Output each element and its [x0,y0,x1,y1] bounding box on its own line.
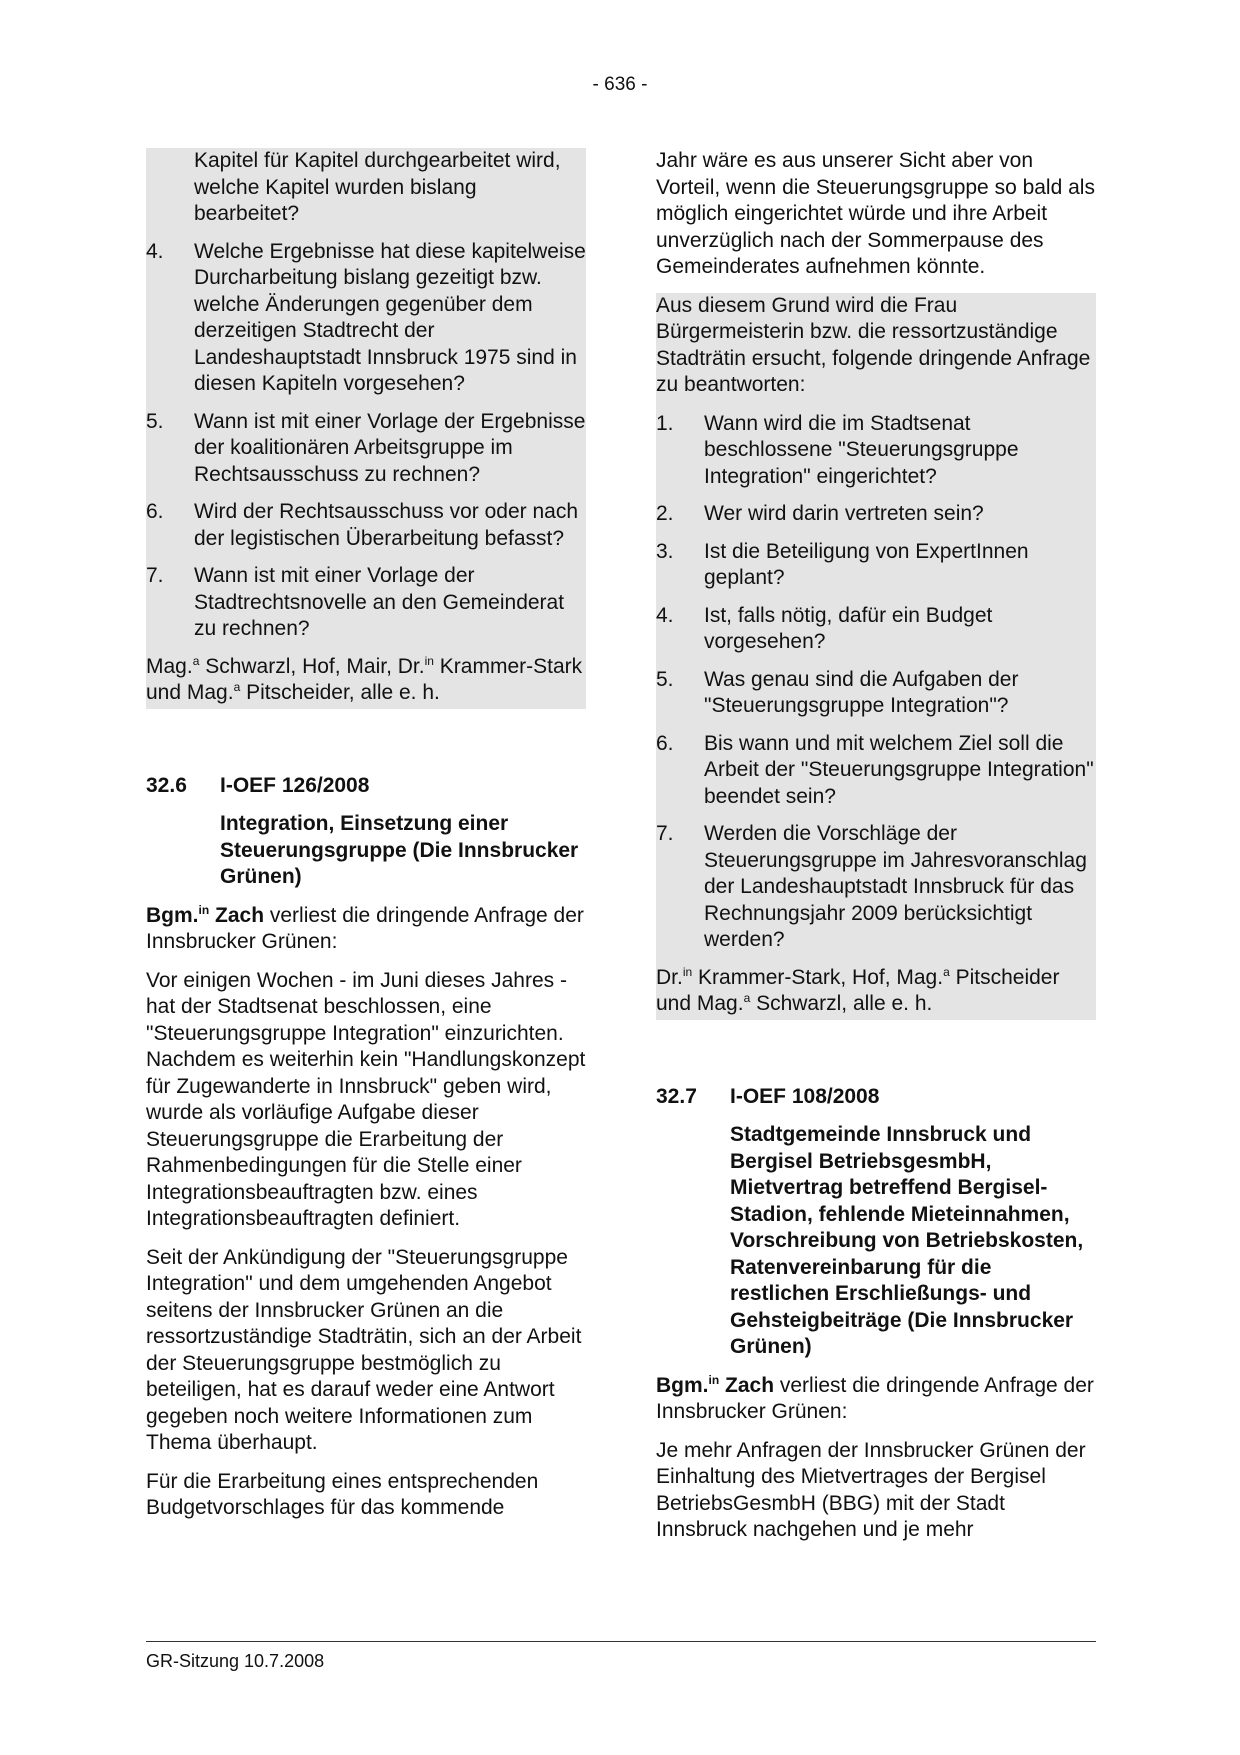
body-paragraph: Für die Erarbeitung eines entsprechenden Budgetvorschlages für das kommende [146,1469,539,1519]
section-number: 32.6 [146,773,187,797]
item-number: 7. [656,822,674,845]
question-continuation: Kapitel für Kapitel durchgearbeitet wird, welche Kapitel wurden bislang bearbeitet? [194,149,561,225]
section-number: 32.7 [656,1084,697,1108]
item-text: Wann wird die im Stadtsenat beschlossene "Steuerungsgruppe Integration" eingerichtet? [704,411,1019,488]
reader-line: Bgm.$^{in}$ Zach verliest die dringende Anfrage der Innsbrucker Grünen: [656,1372,1094,1423]
list-item [656,539,1096,592]
item-number: 5. [146,409,164,433]
item-number: 7. [146,564,164,587]
item-number: 2. [656,502,674,525]
body-paragraph: Seit der Ankündigung der "Steuerungsgruppe Integration" und dem umgehenden Angebot seitens der Innsbrucker Grünen an die ressortzuständige Stadträtin, sich an der Arbeit der Steuerungsgruppe bestmöglich zu beteiligen, hat es darauf weder eine Antwort gegeben noch weitere Informationen zum Thema überhaupt. [146,1245,582,1454]
item-number: 6. [146,500,164,523]
list-item [656,603,1096,656]
quoted-question-block [146,148,586,709]
question-list [146,239,586,643]
list-item [146,563,586,643]
item-number: 6. [656,731,674,755]
section-code: I-OEF 108/2008 [730,1084,880,1108]
footer-divider [146,1641,1096,1642]
list-item [146,499,586,552]
signatories: Mag.$^a$ Schwarzl, Hof, Mair, Dr.$^{in}$ Krammer-Stark und Mag.$^a$ Pitscheider, alle e. h. [146,653,583,704]
body-paragraph: Jahr wäre es aus unserer Sicht aber von Vorteil, wenn die Steuerungsgruppe so bald als möglich eingerichtet würde und ihre Arbeit unverzüglich nach der Sommerpause des Gemeinderates aufnehmen könnte. [656,149,1095,278]
item-text: Ist die Beteiligung von ExpertInnen geplant? [704,539,1029,589]
list-item [146,239,586,398]
section-title: Stadtgemeinde Innsbruck und Bergisel BetriebsgesmbH, Mietvertrag betreffend Bergisel-Stadion, fehlende Mieteinnahmen, Vorschreibung von Betriebskosten, Ratenvereinbarung für die restlichen Erschließungs- und Gehsteigbeiträge (Die Innsbrucker Grünen) [730,1123,1084,1358]
list-item [656,821,1096,954]
left-column [146,148,586,1534]
item-text: Bis wann und mit welchem Ziel soll die Arbeit der "Steuerungsgruppe Integration" beendet sein? [704,731,1094,808]
section-heading [146,773,586,800]
item-number: 4. [146,239,164,263]
list-item [146,409,586,489]
item-text: Werden die Vorschläge der Steuerungsgruppe im Jahresvoranschlag der Landeshauptstadt Innsbruck für das Rechnungsjahr 2009 berücksichtigt werden? [704,822,1087,951]
body-paragraph: Vor einigen Wochen - im Juni dieses Jahres - hat der Stadtsenat beschlossen, eine "Steuerungsgruppe Integration" einzurichten. Nachdem es weiterhin kein "Handlungskonzept für Zugewanderte in Innsbruck" geben wird, wurde als vorläufige Aufgabe dieser Steuerungsgruppe die Erarbeitung der Rahmenbedingungen für die Stelle einer Integrationsbeauftragten bzw. eines Integrationsbeauftragten definiert. [146,968,586,1230]
footer-text: GR-Sitzung 10.7.2008 [146,1651,325,1671]
list-item [656,731,1096,811]
item-text: Wer wird darin vertreten sein? [704,502,984,525]
item-number: 4. [656,603,674,627]
section-code: I-OEF 126/2008 [220,773,370,797]
item-number: 3. [656,539,674,563]
item-text: Wann ist mit einer Vorlage der Stadtrechtsnovelle an den Gemeinderat zu rechnen? [194,564,565,640]
item-text: Welche Ergebnisse hat diese kapitelweise Durcharbeitung bislang gezeitigt bzw. welche Änderungen gegenüber dem derzeitigen Stadtrecht der Landeshauptstadt Innsbruck 1975 sind in diesen Kapiteln vorgesehen? [194,239,586,395]
item-text: Ist, falls nötig, dafür ein Budget vorgesehen? [704,603,993,653]
right-column [656,148,1096,1556]
question-list [656,411,1096,954]
quoted-question-block [656,293,1096,1020]
section-heading [656,1084,1096,1111]
section-title: Integration, Einsetzung einer Steuerungsgruppe (Die Innsbrucker Grünen) [220,812,579,888]
request-paragraph: Aus diesem Grund wird die Frau Bürgermeisterin bzw. die ressortzuständige Stadträtin ersucht, folgende dringende Anfrage zu beantworten: [656,293,1091,396]
list-item [656,501,1096,528]
reader-line: Bgm.$^{in}$ Zach verliest die dringende Anfrage der Innsbrucker Grünen: [146,902,584,953]
body-paragraph: Je mehr Anfragen der Innsbrucker Grünen der Einhaltung des Mietvertrages der Bergisel BetriebsGesmbH (BBG) mit der Stadt Innsbruck nachgehen und je mehr [656,1438,1086,1541]
signatories: Dr.$^{in}$ Krammer-Stark, Hof, Mag.$^a$ Pitscheider und Mag.$^a$ Schwarzl, alle e. h. [656,964,1060,1015]
item-text: Wird der Rechtsausschuss vor oder nach der legistischen Überarbeitung befasst? [194,500,578,550]
item-number: 1. [656,411,674,435]
list-item [656,667,1096,720]
item-number: 5. [656,667,674,691]
page-number: - 636 - [592,74,648,95]
item-text: Wann ist mit einer Vorlage der Ergebnisse der koalitionären Arbeitsgruppe im Rechtsausschuss zu rechnen? [194,409,586,486]
list-item [656,411,1096,491]
item-text: Was genau sind die Aufgaben der "Steuerungsgruppe Integration"? [704,667,1019,717]
